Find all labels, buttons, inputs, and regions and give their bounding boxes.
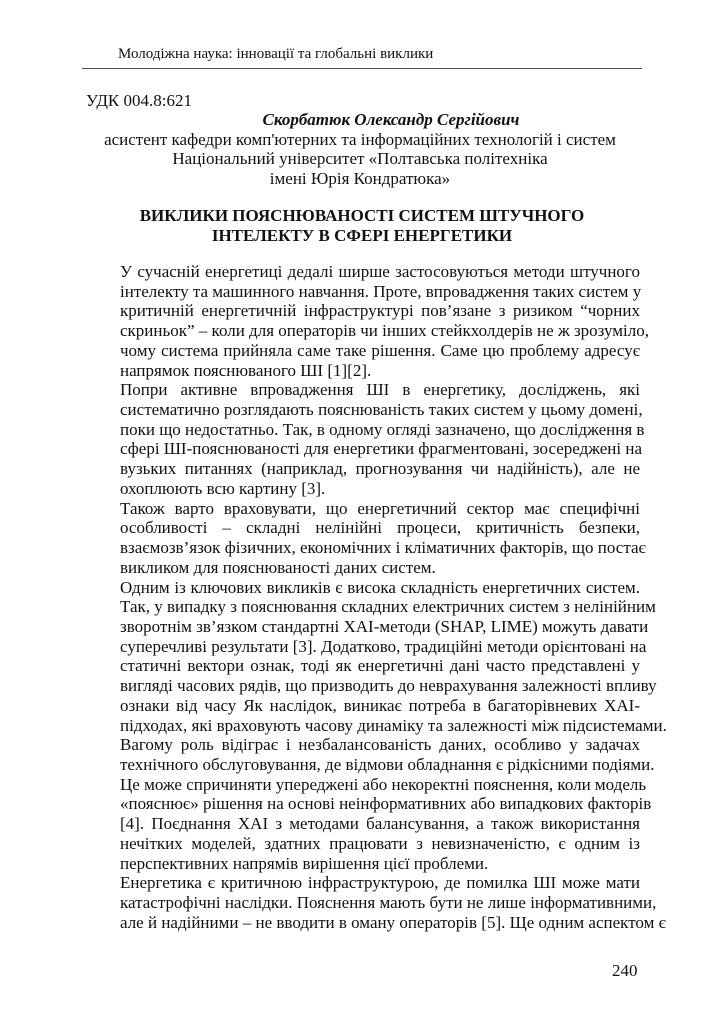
body-line: вузьких питаннях (наприклад, прогнозування чи надійність), але не (120, 459, 640, 479)
body-line: взаємозв’язок фізичних, економічних і кліматичних факторів, що постає (120, 538, 646, 558)
body-line: суперечливі результати [3]. Додатково, традиційні методи орієнтовані на (120, 636, 647, 656)
affiliation-line: Національний університет «Полтавська політехніка (172, 149, 548, 169)
running-header: Молодіжна наука: інновації та глобальні виклики (118, 46, 434, 62)
header-rule (82, 68, 642, 69)
body-paragraph (86, 577, 667, 736)
body-line: інтелекту та машинного навчання. Проте, впровадження таких систем у (120, 281, 642, 301)
body-line: [4]. Поєднання XAI з методами балансування, а також використання (120, 814, 640, 834)
body-line: викликом для пояснюваності даних систем. (120, 557, 436, 577)
body-line: критичній енергетичній інфраструктурі пов’язане з ризиком “чорних (120, 301, 640, 321)
body-line: Також варто враховувати, що енергетичний сектор має специфічні (120, 498, 640, 518)
body-paragraph (86, 262, 650, 380)
body-line: сфері ШІ-пояснюваності для енергетики фрагментовані, зосереджені на (120, 439, 643, 459)
body-line: чому система прийняла саме таке рішення. Саме цю проблему адресує (120, 340, 640, 360)
affiliation-line: асистент кафедри комп'ютерних та інформаційних технологій і систем (104, 129, 616, 149)
body-line: «пояснює» рішення на основі неінформативних або випадкових факторів (120, 794, 652, 814)
body-line: Енергетика є критичною інфраструктурою, де помилка ШІ може мати (120, 873, 640, 893)
body-line: У сучасній енергетиці дедалі ширше застосовуються методи штучного (120, 262, 640, 281)
udc-code: УДК 004.8:621 (86, 91, 192, 110)
body-line: перспективних напрямів вирішення цієї проблеми. (120, 853, 489, 873)
body-line: охоплюють всю картину [3]. (120, 478, 326, 498)
body-line: поки що недостатньо. Так, в одному огляді зазначено, що дослідження в (120, 419, 645, 439)
affiliation-line: імені Юрія Кондратюка» (269, 168, 451, 188)
article-title-line: ІНТЕЛЕКТУ В СФЕРІ ЕНЕРГЕТИКИ (211, 225, 513, 245)
author-name: Скорбатюк Олександр Сергійович (262, 110, 520, 129)
body-line: Попри активне впровадження ШІ в енергетику, досліджень, які (120, 380, 640, 400)
body-line: технічного обслуговування, де відмови обладнання є рідкісними подіями. (120, 754, 655, 774)
body-paragraph (86, 380, 645, 498)
article-title-line: ВИКЛИКИ ПОЯСНЮВАНОСТІ СИСТЕМ ШТУЧНОГО (139, 206, 585, 225)
page-number: 240 (612, 961, 638, 980)
article-title (80, 206, 644, 245)
body-line: напрямок пояснюваного ШІ [1][2]. (120, 360, 372, 380)
article-body (86, 262, 667, 932)
body-line: особливості – складні нелінійні процеси, критичність безпеки, (120, 518, 640, 538)
body-paragraph (86, 498, 646, 578)
body-line: катастрофічні наслідки. Пояснення мають бути не лише інформативними, (120, 893, 657, 912)
body-line: Це може спричиняти упереджені або некоректні пояснення, коли модель (120, 774, 647, 794)
body-line: підходах, які враховують часову динаміку та залежності між підсистемами. (120, 715, 667, 735)
body-line: Вагому роль відіграє і незбалансованість даних, особливо у задачах (120, 735, 640, 755)
body-line: систематично розглядають пояснюваність таких систем у цьому домені, (120, 400, 643, 420)
body-line: Так, у випадку з пояснювання складних електричних систем з нелінійним (120, 597, 656, 617)
body-line: нечітких моделей, здатних працювати з невизначеністю, є одним із (120, 833, 640, 853)
body-line: зворотнім зв’язком стандартні XAI-методи (SHAP, LIME) можуть давати (120, 616, 649, 636)
body-line: ознаки від часу Як наслідок, виникає потреба в багаторівневих XAI- (120, 695, 640, 715)
body-line: скриньок” – коли для операторів чи інших стейкхолдерів не ж зрозуміло, (120, 321, 650, 341)
body-line: Одним із ключових викликів є висока складність енергетичних систем. (120, 577, 640, 597)
body-line: але й надійними – не вводити в оману операторів [5]. Ще одним аспектом є (120, 912, 666, 932)
author-block (80, 110, 640, 188)
body-line: статичні вектори ознак, тоді як енергетичні дані часто представлені у (120, 656, 640, 676)
body-paragraph (86, 873, 666, 932)
body-line: вигляді часових рядів, що призводить до неврахування залежності впливу (120, 676, 657, 696)
body-paragraph (86, 735, 655, 873)
